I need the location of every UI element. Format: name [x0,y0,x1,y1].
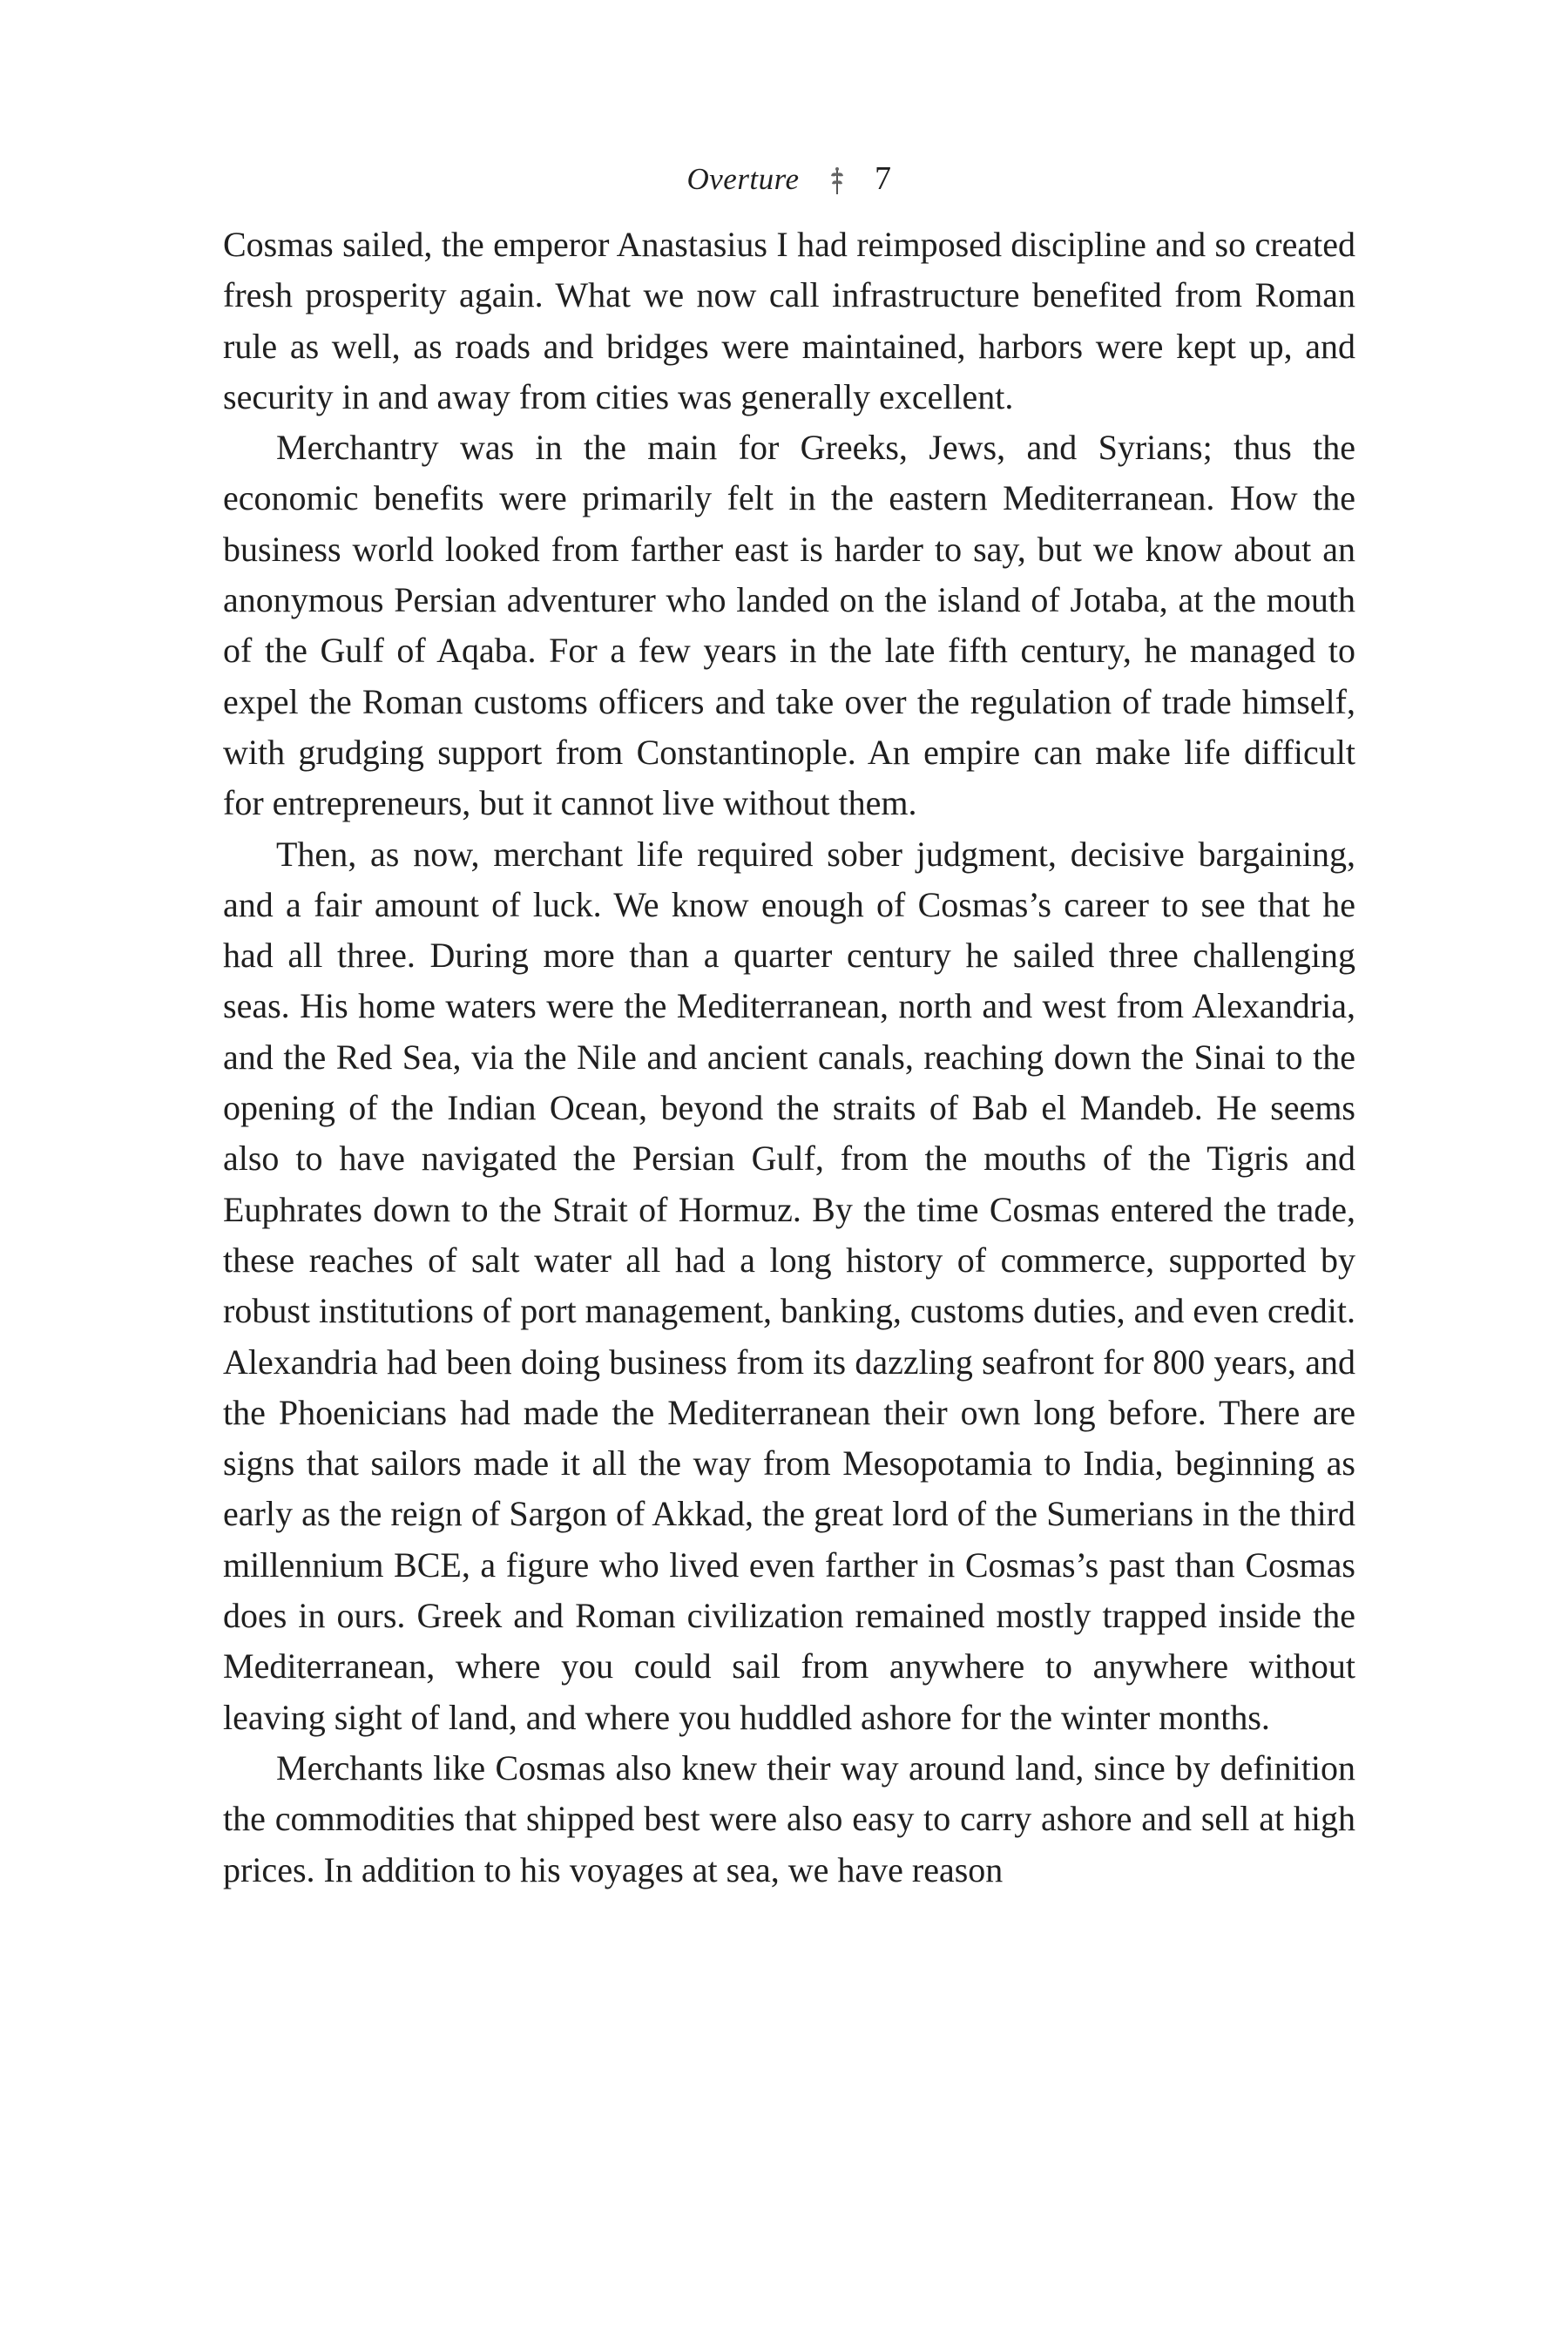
running-head [223,157,1355,200]
fleuron-icon [828,165,846,194]
book-page [223,157,1355,1896]
paragraph: Merchantry was in the main for Greeks, Jews, and Syrians; thus the economic benefits were primarily felt in the eastern Mediterranean. How the business world looked from farther east is harder to say, but we know about an anonymous Persian adventurer who landed on the island of Jotaba, at the mouth of the Gulf of Aqaba. For a few years in the late fifth century, he managed to expel the Roman customs officers and take over the regulation of trade himself, with grudging support from Constantinople. An empire can make life difficult for entrepreneurs, but it cannot live without them. [223,428,1355,823]
paragraph: Then, as now, merchant life required sober judgment, decisive bargaining, and a fair amount of luck. We know enough of Cosmas’s career to see that he had all three. During more than a quarter century he sailed three challenging seas. His home waters were the Mediterranean, north and west from Alexandria, and the Red Sea, via the Nile and ancient canals, reaching down the Sinai to the opening of the Indian Ocean, beyond the straits of Bab el Mandeb. He seems also to have navigated the Persian Gulf, from the mouths of the Tigris and Euphrates down to the Strait of Hormuz. By the time Cosmas entered the trade, these reaches of salt water all had a long history of commerce, supported by robust institutions of port management, banking, customs duties, and even credit. Alexandria had been doing business from its dazzling seafront for 800 years, and the Phoenicians had made the Mediterranean their own long before. There are signs that sailors made it all the way from Mesopotamia to India, beginning as early as the reign of Sargon of Akkad, the great lord of the Sumerians in the third millennium BCE, a figure who lived even farther in Cosmas’s past than Cosmas does in ours. Greek and Roman civilization remained mostly trapped inside the Mediterranean, where you could sail from anywhere to anywhere without leaving sight of land, and where you huddled ashore for the winter months. [223,834,1355,1737]
paragraph-continued: Cosmas sailed, the emperor Anastasius I had reimposed discipline and so created fresh prosperity again. What we now call infrastructure benefited from Roman rule as well, as roads and bridges were maintained, harbors were kept up, and security in and away from cities was generally excellent. [223,225,1355,416]
chapter-title: Overture [686,162,800,196]
page-number: 7 [875,160,892,197]
paragraph: Merchants like Cosmas also knew their way around land, since by definition the commodities that shipped best were also easy to carry ashore and sell at high prices. In addition to his voyages at sea, we have reason [223,1747,1355,1889]
